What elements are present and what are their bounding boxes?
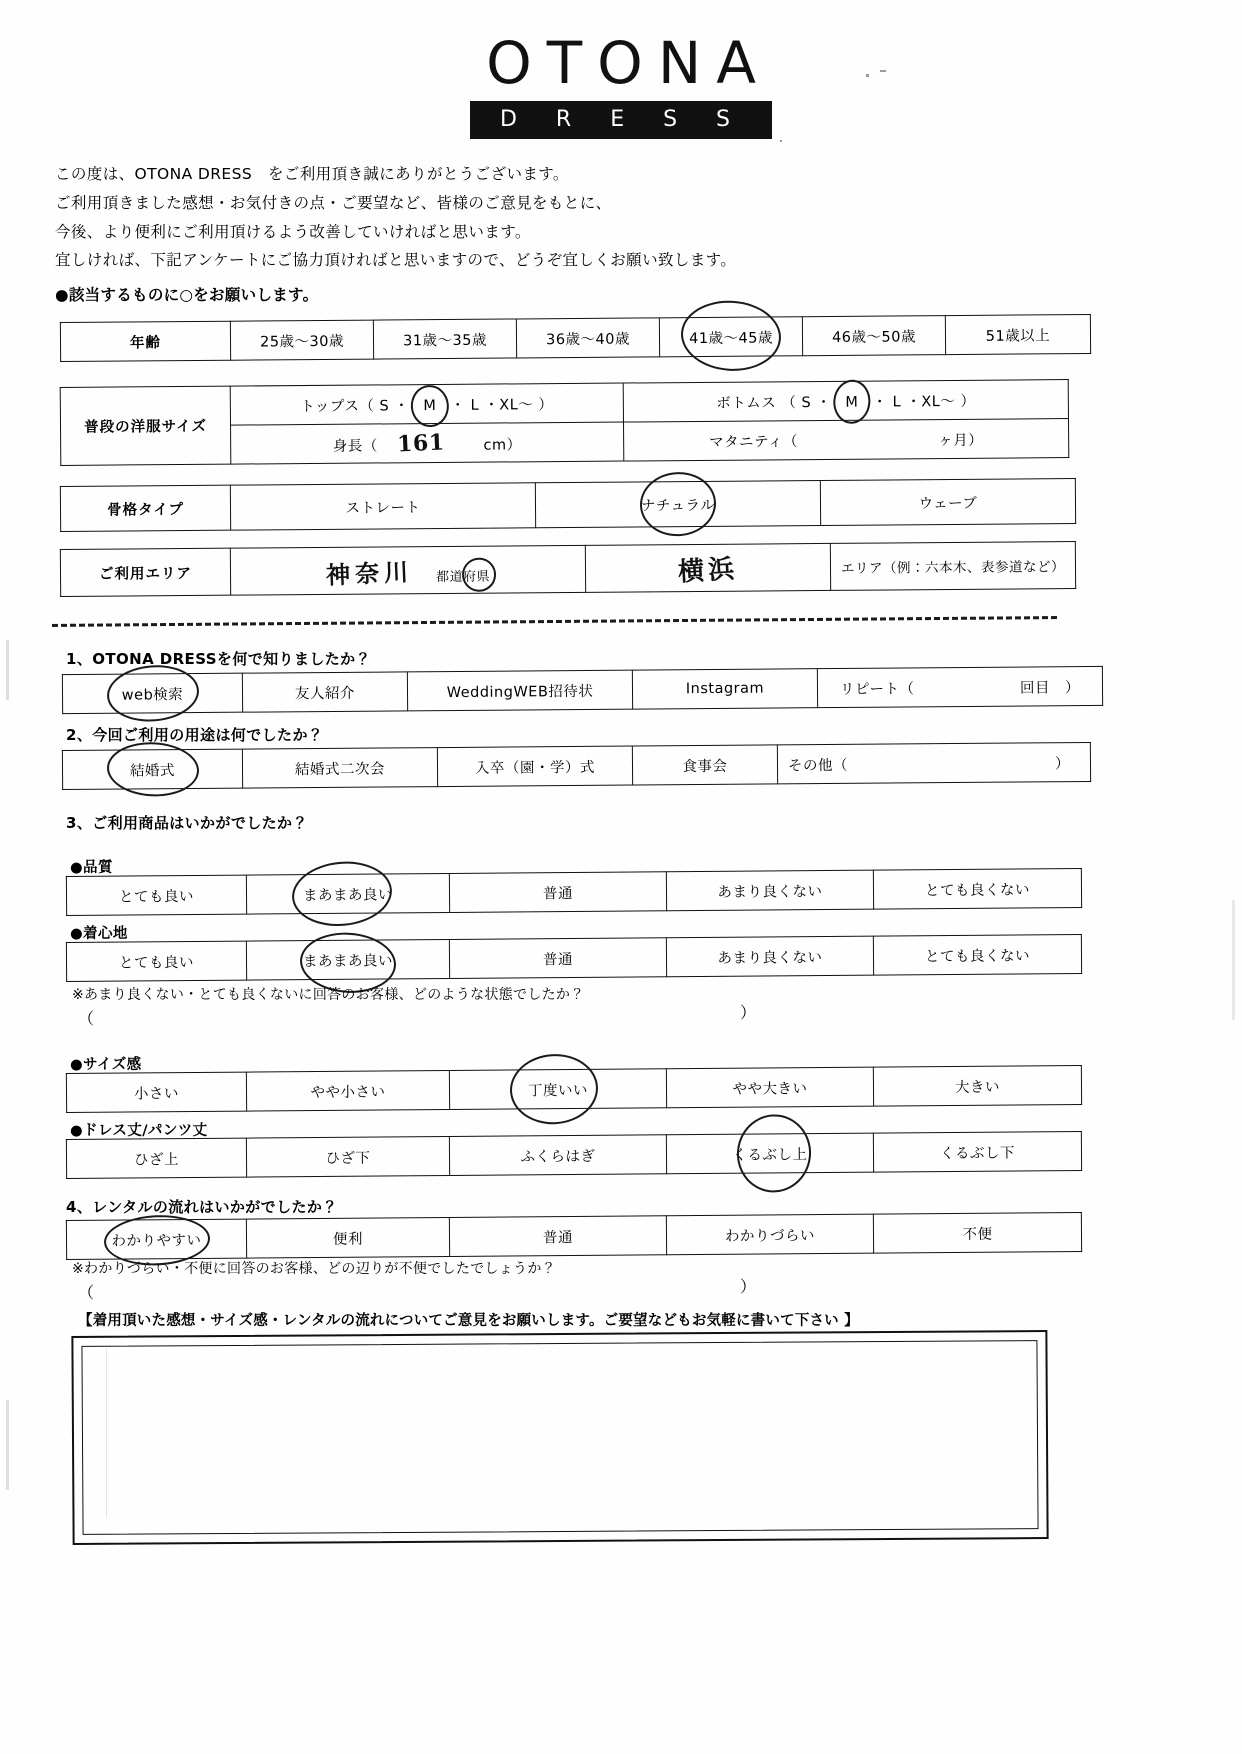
table-row	[66, 1132, 1081, 1179]
table-row	[66, 869, 1081, 916]
length-option-2[interactable]: ふくらはぎ	[449, 1135, 666, 1176]
q1-repeat-count-unit: 回目 ）	[1019, 679, 1081, 697]
table-row	[60, 479, 1075, 532]
circle-instruction-text: ●該当するものに○をお願いします。	[55, 286, 319, 304]
q4-option-3[interactable]: わかりづらい	[666, 1214, 873, 1255]
q1-title: 1、OTONA DRESSを何で知りましたか？	[66, 650, 371, 668]
q4-option-4[interactable]: 不便	[873, 1213, 1081, 1254]
q4-option-2[interactable]: 普通	[449, 1216, 666, 1257]
bottoms-selected-size	[836, 394, 867, 410]
q3-fit-label: ●サイズ感	[70, 1057, 142, 1073]
height-unit: cm）	[483, 437, 522, 454]
q1-option-0[interactable]	[62, 673, 242, 713]
comfort-option-3[interactable]: あまり良くない	[666, 936, 873, 977]
bottoms-prefix: ボトムス （ S ・	[716, 394, 832, 412]
q4-answer-open: （	[78, 1283, 95, 1302]
maternity-prefix: マタニティ（	[709, 433, 799, 451]
frame-option-1[interactable]	[535, 481, 820, 528]
frame-option-2[interactable]: ウェーブ	[820, 479, 1075, 526]
length-option-1[interactable]: ひざ下	[246, 1136, 449, 1177]
tops-selected-size	[414, 397, 445, 413]
scan-speck	[780, 140, 782, 142]
age-option-5[interactable]: 51歳以上	[945, 314, 1090, 354]
bottoms-size-cell[interactable]	[623, 380, 1068, 422]
comfort-option-0[interactable]: とても良い	[66, 941, 246, 981]
q3-length-label: ●ドレス丈/パンツ丈	[70, 1123, 208, 1139]
frame-option-1-label: ナチュラル	[640, 497, 716, 514]
tops-size-cell[interactable]	[230, 383, 623, 425]
length-option-3-label: くるぶし上	[732, 1146, 808, 1164]
quality-option-2[interactable]: 普通	[449, 872, 666, 913]
table-row	[66, 1066, 1081, 1113]
q4-note: ※わかりづらい・不便に回答のお客様、どの辺りが不便でしたでしょうか？	[72, 1261, 556, 1277]
table-row	[60, 542, 1075, 597]
q4-option-1[interactable]: 便利	[246, 1217, 449, 1258]
length-option-4[interactable]: くるぶし下	[873, 1132, 1081, 1173]
q1-option-2[interactable]: WeddingWEB招待状	[407, 670, 632, 711]
comment-box-outer	[71, 1330, 1048, 1545]
length-option-3[interactable]	[666, 1133, 873, 1174]
age-option-2[interactable]: 36歳～40歳	[516, 318, 659, 358]
city-handwritten-value: 横浜	[677, 553, 739, 588]
age-option-3[interactable]	[659, 317, 802, 357]
scan-artifact	[6, 640, 9, 700]
age-table	[60, 314, 1091, 362]
fit-option-3[interactable]: やや大きい	[666, 1067, 873, 1108]
age-option-0[interactable]: 25歳～30歳	[230, 320, 373, 360]
intro-line-2: ご利用頂きました感想・お気付きの点・ご要望など、皆様のご意見をもとに、	[55, 193, 612, 212]
city-cell[interactable]	[585, 543, 830, 592]
scan-speck	[866, 74, 869, 77]
q3-quality-label: ●品質	[70, 860, 113, 876]
length-option-0[interactable]: ひざ上	[66, 1138, 246, 1178]
table-row	[66, 1213, 1081, 1260]
scan-artifact	[6, 1400, 9, 1490]
height-cell[interactable]	[231, 422, 624, 464]
q4-table	[66, 1212, 1082, 1260]
comfort-option-2[interactable]: 普通	[449, 938, 666, 979]
fit-option-2[interactable]	[449, 1069, 666, 1110]
age-option-1[interactable]: 31歳～35歳	[373, 319, 516, 359]
q3-comfort-note: ※あまり良くない・とても良くないに回答のお客様、どのような状態でしたか？	[72, 987, 585, 1003]
scan-speck	[880, 70, 886, 72]
q2-other-label: その他（	[787, 757, 849, 774]
table-row	[62, 742, 1090, 789]
q2-table	[62, 742, 1091, 790]
comment-box-input[interactable]	[81, 1340, 1038, 1535]
q3-title: 3、ご利用商品はいかがでしたか？	[66, 814, 308, 832]
fit-option-1[interactable]: やや小さい	[246, 1070, 449, 1111]
comment-box-title: 【着用頂いた感想・サイズ感・レンタルの流れについてご意見をお願いします。ご要望などもお気軽に書いて下さい 】	[78, 1313, 859, 1329]
age-option-3-label: 41歳～45歳	[688, 329, 774, 347]
q2-option-1[interactable]: 結婚式二次会	[242, 748, 437, 789]
scan-artifact	[106, 1348, 107, 1518]
tops-selected-letter: M	[423, 397, 437, 414]
comfort-option-4[interactable]: とても良くない	[873, 935, 1081, 976]
fit-option-2-label: 丁度いい	[527, 1082, 589, 1099]
frame-type-table	[60, 478, 1076, 532]
prefecture-handwritten-value: 神奈川	[325, 556, 414, 590]
intro-line-3: 今後、より便利にご利用頂けるよう改善していければと思います。	[55, 222, 531, 241]
q1-option-3[interactable]: Instagram	[632, 669, 817, 709]
q2-option-0-label: 結婚式	[129, 762, 176, 780]
prefecture-cell[interactable]	[230, 545, 585, 595]
quality-option-0[interactable]: とても良い	[66, 875, 246, 915]
q3-quality-table	[66, 868, 1082, 916]
frame-type-label: 骨格タイプ	[60, 485, 230, 531]
prefecture-suffix-group	[436, 565, 490, 584]
brand-logo	[0, 29, 1242, 139]
quality-option-3[interactable]: あまり良くない	[666, 870, 873, 911]
clothing-size-label: 普段の洋服サイズ	[60, 386, 231, 465]
table-row	[60, 314, 1090, 361]
q4-answer-close: ）	[740, 1277, 757, 1296]
q1-repeat-label: リピート（	[839, 680, 915, 698]
comfort-option-1[interactable]	[246, 939, 449, 980]
area-label: ご利用エリア	[60, 548, 230, 596]
quality-option-1-label: まあまあ良い	[302, 886, 394, 904]
frame-option-0[interactable]: ストレート	[230, 483, 535, 530]
table-row	[62, 666, 1102, 713]
q1-table	[62, 666, 1103, 714]
dashed-separator	[52, 616, 1057, 627]
maternity-cell[interactable]	[623, 419, 1068, 461]
q2-option-2[interactable]: 入卒（園・学）式	[437, 746, 632, 787]
q1-option-0-label: web検索	[121, 686, 184, 704]
age-option-4[interactable]: 46歳～50歳	[802, 316, 945, 356]
logo-wordmark: OTONA	[486, 29, 771, 97]
q1-option-4[interactable]	[817, 666, 1102, 707]
q2-option-3[interactable]: 食事会	[632, 745, 777, 785]
area-table	[60, 541, 1076, 597]
q3-comfort-answer-close: ）	[740, 1003, 757, 1022]
prefecture-suffix: 都道府県	[436, 569, 491, 585]
q2-option-4[interactable]	[777, 742, 1090, 783]
maternity-unit: ヶ月）	[938, 432, 984, 449]
intro-line-1: この度は、OTONA DRESS をご利用頂き誠にありがとうございます。	[55, 165, 569, 183]
q1-option-1[interactable]: 友人紹介	[242, 672, 407, 712]
q2-other-close: ）	[1054, 755, 1071, 772]
logo-sub-wordmark: D R E S S	[470, 101, 772, 139]
q2-title: 2、今回ご利用の用途は何でしたか？	[66, 726, 324, 744]
table-row	[66, 935, 1081, 982]
fit-option-4[interactable]: 大きい	[873, 1066, 1081, 1107]
height-prefix: 身長（	[332, 438, 378, 455]
bottoms-selected-letter: M	[845, 394, 859, 411]
fit-option-0[interactable]: 小さい	[66, 1072, 246, 1112]
q3-comfort-label: ●着心地	[70, 926, 128, 942]
q4-option-0-label: わかりやすい	[111, 1232, 202, 1250]
intro-line-4: 宜しければ、下記アンケートにご協力頂ければと思いますので、どうぞ宜しくお願い致します。	[55, 251, 737, 270]
q3-comfort-answer-open: （	[78, 1009, 95, 1028]
bottoms-suffix: ・ L ・XL～ ）	[872, 393, 976, 411]
q2-option-0[interactable]	[62, 749, 242, 789]
q4-option-0[interactable]	[66, 1219, 246, 1259]
comfort-option-1-label: まあまあ良い	[302, 952, 394, 970]
q3-length-table	[66, 1131, 1082, 1179]
clothing-size-table	[60, 379, 1070, 466]
q4-title: 4、レンタルの流れはいかがでしたか？	[66, 1198, 338, 1216]
age-row-label: 年齢	[60, 321, 230, 361]
height-handwritten-value: 161	[396, 429, 445, 458]
tops-prefix: トップス（ S ・	[300, 397, 410, 415]
city-hint: エリア（例：六本木、表参道など）	[830, 542, 1075, 591]
tops-suffix: ・ L ・XL～ ）	[450, 396, 554, 414]
intro-paragraph	[55, 166, 955, 281]
scan-artifact	[1232, 900, 1235, 1020]
q3-comfort-table	[66, 934, 1082, 982]
q3-fit-table	[66, 1065, 1082, 1113]
maternity-handwritten-value	[803, 445, 933, 446]
quality-option-4[interactable]: とても良くない	[873, 869, 1081, 910]
quality-option-1[interactable]	[246, 873, 449, 914]
